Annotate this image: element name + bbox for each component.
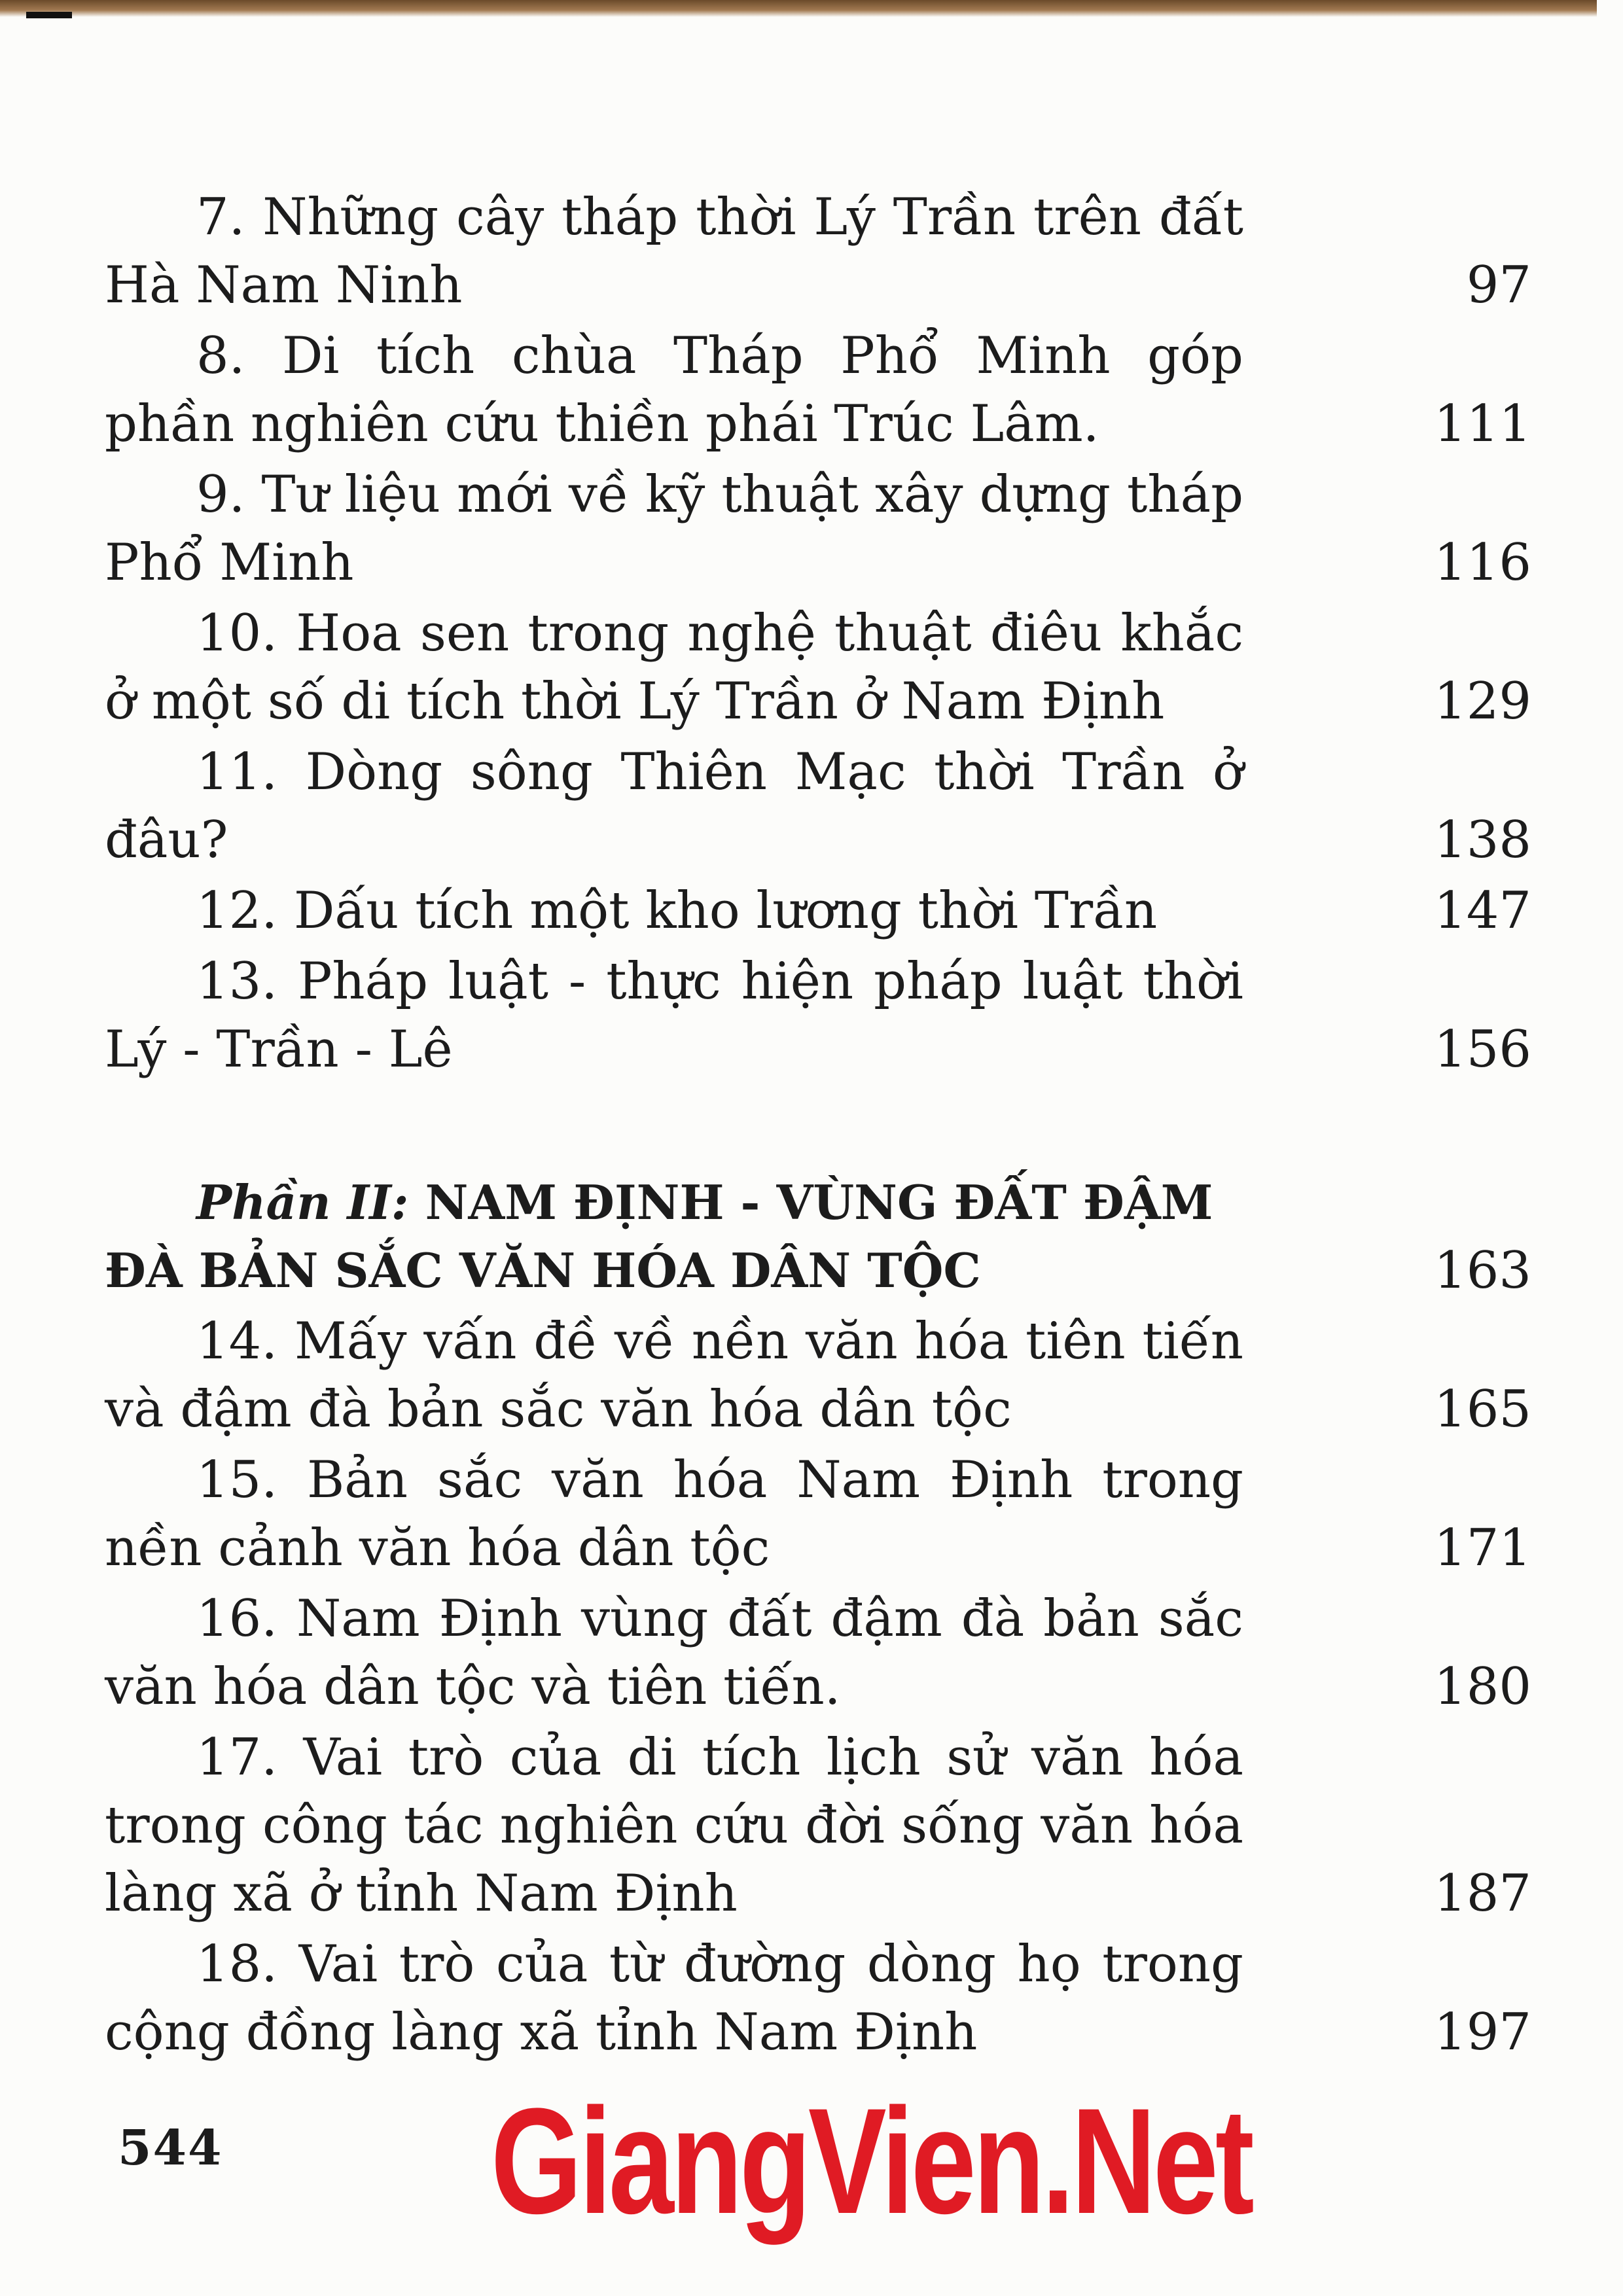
- section-part-label: Phần II:: [196, 1174, 409, 1230]
- toc-entry-title: 10. Hoa sen trong nghệ thuật điêu khắc ở một số di tích thời Lý Trần ở Nam Định: [105, 604, 1243, 731]
- toc-entry-title: 18. Vai trò của từ đường dòng họ trong cộng đồng làng xã tỉnh Nam Định: [105, 1935, 1243, 2062]
- toc-entry-title: 11. Dòng sông Thiên Mạc thời Trần ở đâu?: [105, 743, 1243, 870]
- toc-entry: [105, 1723, 1531, 1928]
- toc-entry-page: 97: [1466, 256, 1531, 315]
- toc-entry-title: 16. Nam Định vùng đất đậm đà bản sắc văn hóa dân tộc và tiên tiến.: [105, 1589, 1243, 1716]
- section-page: 163: [1434, 1241, 1531, 1300]
- toc-entry-title: 9. Tư liệu mới về kỹ thuật xây dựng tháp Phổ Minh: [105, 465, 1243, 592]
- toc-entry: [105, 599, 1531, 735]
- toc-entry-title: 7. Những cây tháp thời Lý Trần trên đất Hà Nam Ninh: [105, 188, 1243, 315]
- toc-entry-title: 15. Bản sắc văn hóa Nam Định trong nền cảnh văn hóa dân tộc: [105, 1451, 1243, 1578]
- toc-entry-page: 197: [1434, 2003, 1531, 2062]
- toc-entry: [105, 183, 1531, 319]
- toc-entry: [105, 322, 1531, 458]
- toc-entry: [105, 1930, 1531, 2066]
- toc-entry-page: 165: [1434, 1380, 1531, 1439]
- toc-entry: [105, 1585, 1531, 1721]
- toc-section-heading: [105, 1169, 1531, 1305]
- toc-entry-title: 17. Vai trò của di tích lịch sử văn hóa trong công tác nghiên cứu đời sống văn hóa làng xã ở tỉnh Nam Định: [105, 1728, 1243, 1923]
- page-number: 544: [118, 2120, 223, 2176]
- toc-entry-page: 111: [1434, 395, 1531, 453]
- toc-entry-page: 116: [1434, 533, 1531, 592]
- toc-entry-page: 171: [1434, 1519, 1531, 1578]
- toc-entry-title: 14. Mấy vấn đề về nền văn hóa tiên tiến và đậm đà bản sắc văn hóa dân tộc: [105, 1312, 1243, 1439]
- toc-entry: [105, 738, 1531, 874]
- toc-entry-page: 156: [1434, 1020, 1531, 1079]
- toc-entry-page: 180: [1434, 1657, 1531, 1716]
- section-title: [105, 1169, 1243, 1305]
- toc-entry: [105, 1307, 1531, 1443]
- table-of-contents: [105, 183, 1531, 2069]
- section-title-text: NAM ĐỊNH - VÙNG ĐẤT ĐẬM ĐÀ BẢN SẮC VĂN HÓA DÂN TỘC: [105, 1174, 1213, 1298]
- toc-entry: [105, 947, 1531, 1084]
- toc-entry-page: 147: [1434, 881, 1531, 940]
- toc-entry: [105, 877, 1531, 945]
- toc-entry-title: 12. Dấu tích một kho lương thời Trần: [196, 881, 1158, 940]
- page-top-edge: [0, 0, 1597, 17]
- toc-entry-page: 129: [1434, 672, 1531, 731]
- toc-entry-page: 138: [1434, 811, 1531, 870]
- toc-entry: [105, 461, 1531, 597]
- page-top-mark: [26, 12, 72, 18]
- toc-entry-page: 187: [1434, 1864, 1531, 1923]
- watermark-logo: GiangVien.Net: [491, 2077, 1252, 2245]
- toc-entry-title: 8. Di tích chùa Tháp Phổ Minh góp phần nghiên cứu thiền phái Trúc Lâm.: [105, 327, 1243, 453]
- toc-entry-title: 13. Pháp luật - thực hiện pháp luật thời Lý - Trần - Lê: [105, 952, 1243, 1079]
- toc-entry: [105, 1446, 1531, 1582]
